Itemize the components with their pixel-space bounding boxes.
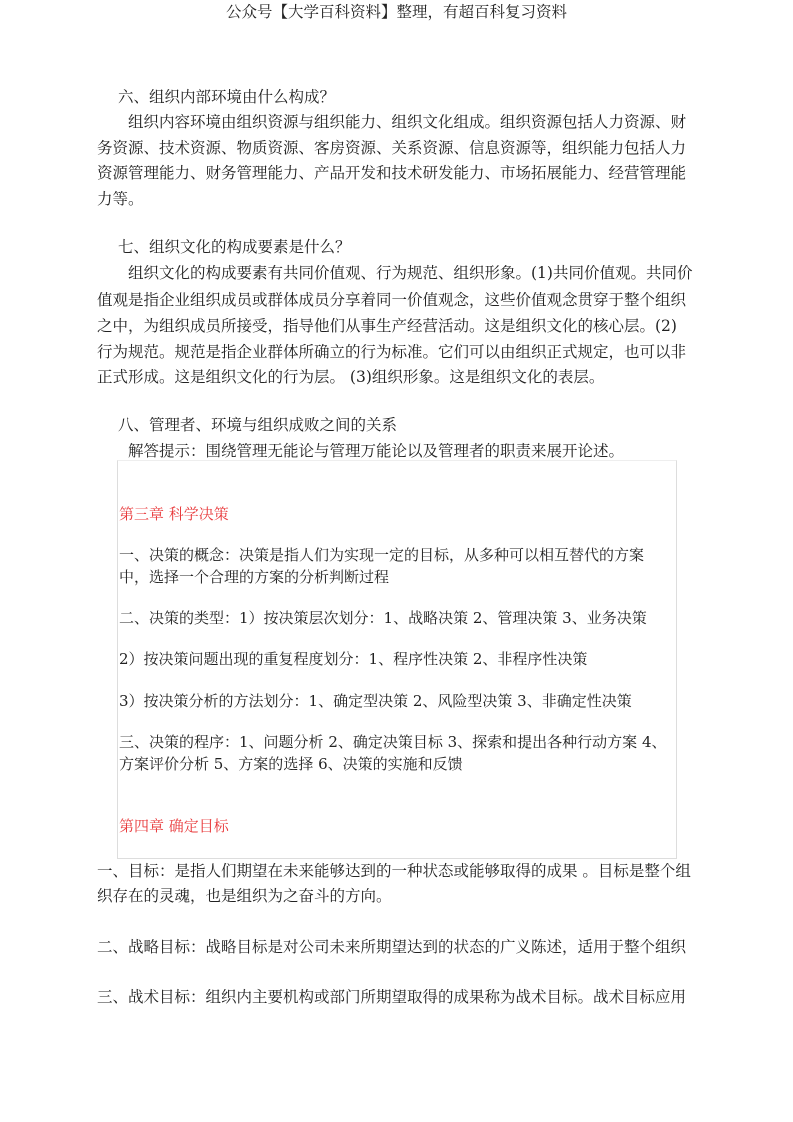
chapter-3-item: 中，选择一个合理的方案的分析判断过程 xyxy=(119,568,390,586)
section-6-line: 资源管理能力、财务管理能力、产品开发和技术研发能力、市场拓展能力、经营管理能 xyxy=(97,164,687,182)
section-7-line: 组织文化的构成要素有共同价值观、行为规范、组织形象。(1)共同价值观。共同价 xyxy=(128,264,693,282)
chapter-3-title: 第三章 科学决策 xyxy=(119,505,229,523)
section-6-line: 力等。 xyxy=(97,190,144,208)
section-7-line: 之中，为组织成员所接受，指导他们从事生产经营活动。这是组织文化的核心层。(2) xyxy=(97,317,677,335)
chapter-4-item: 织存在的灵魂，也是组织为之奋斗的方向。 xyxy=(97,887,392,905)
chapter-4-title: 第四章 确定目标 xyxy=(119,817,229,835)
chapter-4-item: 二、战略目标：战略目标是对公司未来所期望达到的状态的广义陈述，适用于整个组织 xyxy=(97,938,687,956)
section-8-hint: 解答提示：围绕管理无能论与管理万能论以及管理者的职责来展开论述。 xyxy=(128,442,625,460)
section-6-title: 六、组织内部环境由什么构成？ xyxy=(118,88,336,106)
chapter-3-item: 三、决策的程序：1、问题分析 2、确定决策目标 3、探索和提出各种行动方案 4、 xyxy=(119,733,667,751)
chapter-3-item: 二、决策的类型：1）按决策层次划分：1、战略决策 2、管理决策 3、业务决策 xyxy=(119,609,647,627)
section-8-title: 八、管理者、环境与组织成败之间的关系 xyxy=(118,416,398,434)
section-7-line: 行为规范。规范是指企业群体所确立的行为标准。它们可以由组织正式规定，也可以非 xyxy=(97,343,687,361)
chapter-4-item: 一、目标：是指人们期望在未来能够达到的一种状态或能够取得的成果 。目标是整个组 xyxy=(97,862,691,880)
section-7-title: 七、组织文化的构成要素是什么？ xyxy=(118,238,351,256)
section-7-line: 正式形成。这是组织文化的行为层。 (3)组织形象。这是组织文化的表层。 xyxy=(97,368,605,386)
section-7-line: 值观是指企业组织成员或群体成员分享着同一价值观念，这些价值观念贯穿于整个组织 xyxy=(97,291,687,309)
chapter-3-item: 3）按决策分析的方法划分：1、确定型决策 2、风险型决策 3、非确定性决策 xyxy=(119,692,632,710)
section-6-line: 组织内容环境由组织资源与组织能力、组织文化组成。组织资源包括人力资源、财 xyxy=(128,113,687,131)
chapter-4-item: 三、战术目标：组织内主要机构或部门所期望取得的成果称为战术目标。战术目标应用 xyxy=(97,988,687,1006)
page-header: 公众号【大学百科资料】整理，有超百科复习资料 xyxy=(225,3,567,21)
chapter-3-item: 一、决策的概念：决策是指人们为实现一定的目标，从多种可以相互替代的方案 xyxy=(119,546,645,564)
section-6-line: 务资源、技术资源、物质资源、客房资源、关系资源、信息资源等，组织能力包括人力 xyxy=(97,139,687,157)
chapter-3-item: 2）按决策问题出现的重复程度划分：1、程序性决策 2、非程序性决策 xyxy=(119,650,588,668)
chapter-3-item: 方案评价分析 5、方案的选择 6、决策的实施和反馈 xyxy=(119,755,463,773)
